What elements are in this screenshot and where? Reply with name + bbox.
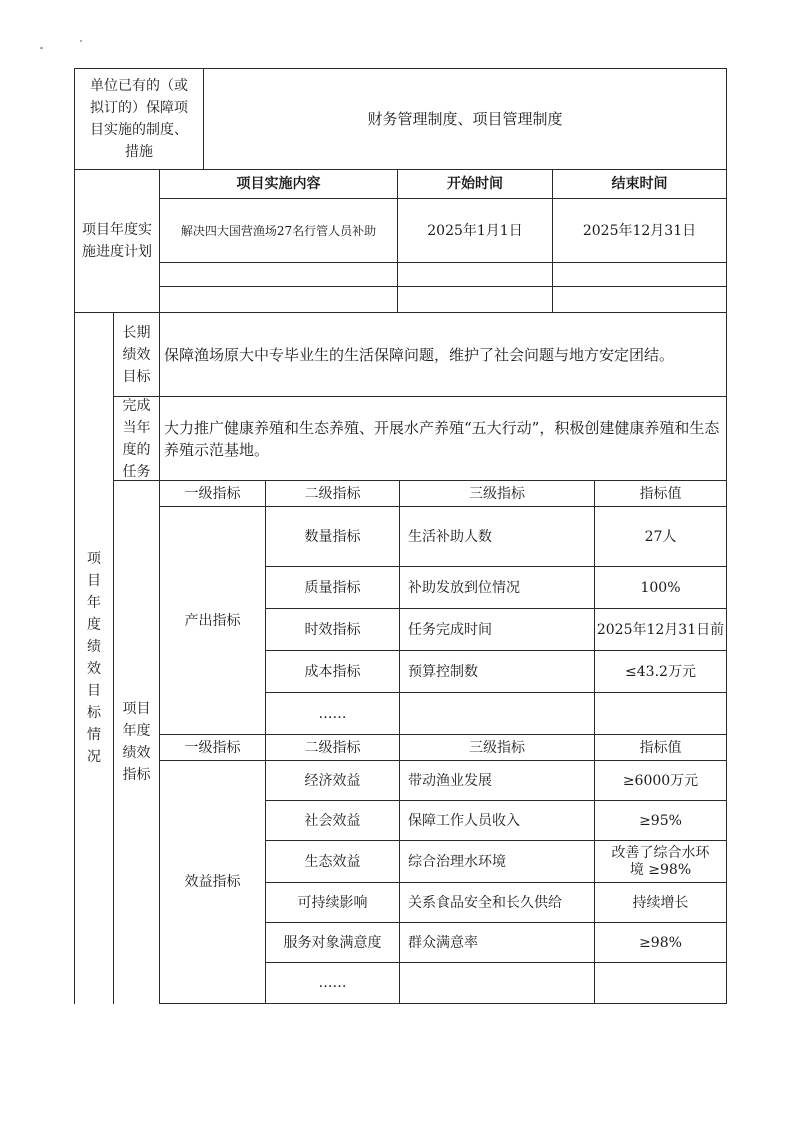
indicators-label-line: 绩效 — [122, 745, 151, 761]
section-label-char: 度 — [87, 617, 101, 633]
output-level2: 成本指标 — [304, 663, 361, 680]
long-term-label-line: 长期 — [122, 324, 151, 341]
output-level2: 数量指标 — [304, 528, 361, 545]
annual-task-text: 大力推广健康养殖和生态养殖、开展水产养殖“五大行动”，积极创建健康养殖和生态养殖示范基地。 — [164, 418, 720, 459]
output-level3: 预算控制数 — [408, 663, 478, 680]
section-label-char: 目 — [87, 573, 101, 589]
section-label-char: 绩 — [87, 639, 101, 655]
output-value: 2025年12月31日前 — [596, 621, 725, 638]
output-level3: 生活补助人数 — [408, 528, 492, 545]
schedule-label-line: 项目年度实 — [82, 222, 152, 238]
benefit-level2: 服务对象满意度 — [283, 934, 382, 951]
measures-label-line: 单位已有的（或 — [90, 78, 188, 94]
benefit-level3: 保障工作人员收入 — [408, 812, 520, 829]
annual-task-label — [114, 397, 159, 480]
output-value: ≤43.2万元 — [625, 663, 696, 680]
benefit-level1: 效益指标 — [184, 874, 241, 890]
indicators-label-line: 项目 — [122, 701, 151, 717]
measures-label-line: 措施 — [125, 144, 153, 160]
indicator-header-level1: 一级指标 — [184, 485, 241, 502]
section-label-char: 目 — [87, 683, 101, 699]
indicator-header-value: 指标值 — [639, 485, 682, 502]
section-label-char: 况 — [87, 749, 101, 765]
benefit-level2: 经济效益 — [304, 772, 361, 789]
benefit-value: 改善了综合水环境 ≥98% — [611, 844, 710, 878]
output-level2: 质量指标 — [304, 579, 361, 596]
benefit-value: ≥6000万元 — [622, 772, 699, 789]
indicators-label — [114, 481, 159, 1003]
output-level3: 任务完成时间 — [408, 621, 492, 638]
benefit-level3: 关系食品安全和长久供给 — [408, 894, 562, 911]
indicator-header-level2: 二级指标 — [304, 485, 361, 502]
benefit-level3: 综合治理水环境 — [408, 853, 506, 870]
indicators-label-line: 指标 — [122, 767, 151, 783]
section-label-char: 项 — [87, 551, 101, 567]
benefit-value — [595, 963, 726, 1003]
indicator-header-value: 指标值 — [639, 739, 682, 756]
output-level2: 时效指标 — [304, 621, 361, 638]
measures-label — [75, 69, 203, 169]
indicator-header-level3: 三级指标 — [469, 485, 525, 502]
section-label-char: 标 — [87, 705, 101, 721]
schedule-header-end: 结束时间 — [611, 176, 668, 192]
long-term-label-line: 目标 — [122, 368, 151, 385]
annual-task-label-line: 度的 — [122, 441, 151, 458]
schedule-label — [75, 170, 159, 312]
benefit-level3: 带动渔业发展 — [408, 772, 492, 789]
output-value: 27人 — [644, 528, 677, 545]
schedule-row-end: 2025年12月31日 — [582, 222, 697, 239]
benefit-level2: …… — [318, 975, 347, 991]
scan-speck — [80, 40, 82, 42]
benefit-level3: 群众满意率 — [408, 934, 478, 951]
measures-label-line: 目实施的制度、 — [90, 122, 188, 138]
long-term-label-line: 绩效 — [122, 346, 151, 363]
indicator-header-level3: 三级指标 — [469, 739, 525, 756]
output-value — [595, 693, 726, 734]
benefit-value: ≥95% — [639, 812, 682, 829]
long-term-text: 保障渔场原大中专毕业生的生活保障问题，维护了社会问题与地方安定团结。 — [164, 345, 675, 364]
benefit-level2: 可持续影响 — [297, 894, 368, 911]
schedule-label-line: 施进度计划 — [82, 244, 152, 260]
schedule-row-start: 2025年1月1日 — [427, 222, 523, 239]
targets-section-label — [75, 313, 113, 1003]
benefit-level3 — [400, 963, 594, 1003]
scan-speck — [40, 47, 43, 49]
section-label-char: 效 — [87, 661, 101, 677]
output-level3 — [400, 693, 594, 734]
benefit-value: 持续增长 — [632, 894, 689, 911]
annual-task-label-line: 任务 — [122, 463, 151, 480]
indicator-header-level2: 二级指标 — [304, 739, 361, 756]
measures-value: 财务管理制度、项目管理制度 — [367, 110, 563, 128]
annual-task-label-line: 当年 — [122, 419, 151, 436]
long-term-label — [114, 313, 159, 396]
schedule-row-content: 解决四大国营渔场27名行管人员补助 — [180, 223, 377, 238]
schedule-header-content: 项目实施内容 — [236, 176, 321, 192]
schedule-header-start: 开始时间 — [447, 176, 503, 192]
output-level1: 产出指标 — [184, 612, 241, 629]
output-level2: …… — [318, 705, 347, 722]
annual-task-label-line: 完成 — [122, 397, 151, 414]
benefit-level2: 生态效益 — [304, 853, 361, 870]
section-label-char: 情 — [87, 727, 101, 743]
benefit-level2: 社会效益 — [304, 812, 361, 829]
indicator-header-level1: 一级指标 — [184, 739, 241, 756]
output-value: 100% — [640, 579, 681, 596]
benefit-value: ≥98% — [639, 934, 682, 951]
measures-label-line: 拟订的）保障项 — [90, 100, 188, 116]
output-level3: 补助发放到位情况 — [408, 579, 520, 596]
section-label-char: 年 — [87, 595, 101, 611]
indicators-label-line: 年度 — [122, 723, 151, 739]
